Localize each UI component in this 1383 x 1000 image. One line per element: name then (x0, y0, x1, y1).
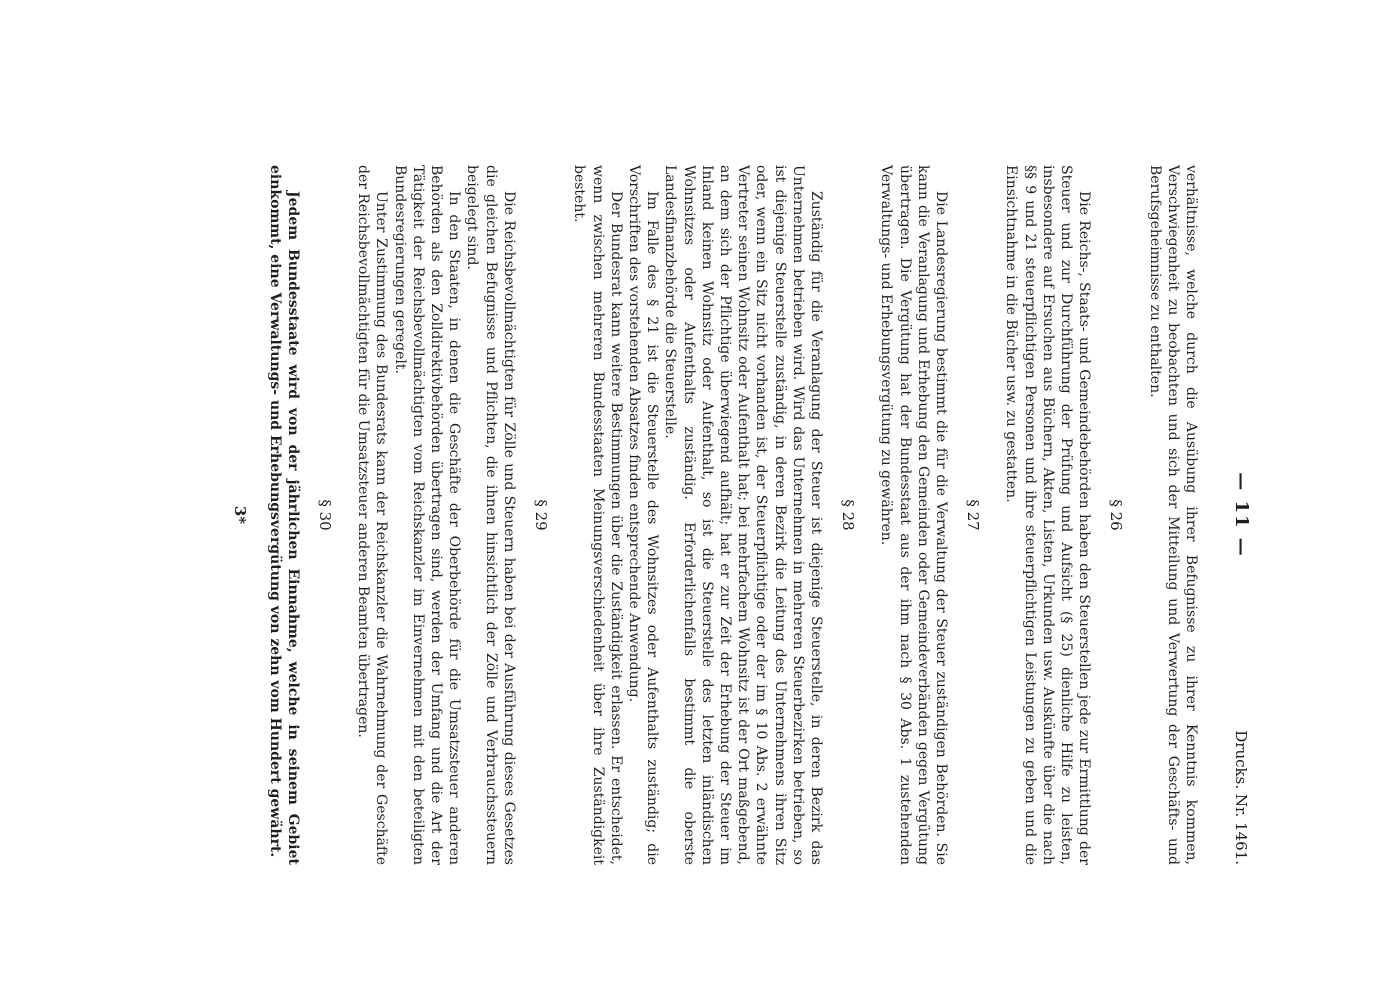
folio-mark: 3* (231, 505, 250, 525)
section-29-paragraph-3: Unter Zustimmung des Bundesrats kann der Reichskanzler die Wahrnehmung der Geschäfte der Reichsbevollmächtigten für die Umsatzsteuer anderen Beamten übertragen. (355, 165, 390, 865)
section-26-text: Die Reichs-, Staats- und Gemeindebehörden haben den Steuerstellen jede zur Ermittlung der Steuer und zur Durchführung der Prüfung und Aufsicht (§ 25) dienliche Hilfe zu leisten, insbesondere auf Ersuchen aus Büchern, Akten, Listen, Urkunden usw. Auskünfte über die nach §§ 9 und 21 steuerpflichtigen Personen und ihre steuerpflichtigen Leistungen zu geben und die Einsichtnahme in die Bücher usw. zu gestatten. (1003, 165, 1093, 865)
section-heading-28: § 28 (839, 499, 858, 531)
section-27-text: Die Landesregierung bestimmt die für die Verwaltung der Steuer zuständigen Behörden. Sie kann die Veranlagung und Erhebung den Gemeinden oder Gemeindeverbänden gegen Vergütung übertragen. Die Vergütung hat der Bundesstaat aus der ihm nach § 30 Abs. 1 zustehenden Verwaltungs- und Erhebungsvergütung zu gewähren. (878, 165, 949, 865)
section-28-paragraph-1: Zuständig für die Veranlagung der Steuer ist diejenige Steuerstelle, in deren Bezirk das Unternehmen betrieben wird. Wird das Unternehmen in mehreren Steuerbezirken betrieben, so ist diejenige Steuerstelle zuständig, in deren Bezirk die Leitung des Unternehmens ihren Sitz oder, wenn ein Sitz nicht vorhanden ist, der Steuerpflichtige oder der im § 10 Abs. 2 erwähnte Vertreter seinen Wohnsitz oder Aufenthalt hat; bei mehrfachem Wohnsitz ist der Ort maßgebend, an dem sich der Pflichtige überwiegend aufhält; hat er zur Zeit der Erhebung der Steuer im Inland keinen Wohnsitz oder Aufenthalt, so ist die Steuerstelle des letzten inländischen Wohnsitzes oder Aufenthalts zuständig. Erforderlichenfalls bestimmt die oberste Landesfinanzbehörde die Steuerstelle. (662, 165, 824, 865)
section-29-paragraph-2: In den Staaten, in denen die Geschäfte der Oberbehörde für die Umsatzsteuer anderen Behörden als den Zolldirektivbehörden übertragen sind, werden der Umfang und die Art der Tätigkeit der Reichsbevollmächtigten vom Reichskanzler im Einvernehmen mit den beteiligten Bundesregierungen geregelt. (391, 165, 463, 865)
section-28-paragraph-2: Im Falle des § 21 ist die Steuerstelle des Wohnsitzes oder Aufenthalts zuständig; die Vorschriften des vorstehenden Absatzes finden entsprechende Anwendung. (625, 165, 661, 865)
running-head (1200, 165, 1250, 865)
section-29-paragraph-1: Die Reichsbevollmächtigten für Zölle und Steuern haben bei der Ausführung dieses Gesetzes die gleichen Befugnisse und Pflichten, die ihnen hinsichtlich der Zölle und Verbrauchssteuern beigelegt sind. (464, 165, 517, 865)
section-30-text: Jedem Bundesstaate wird von der jährlichen Einnahme, welche in seinem Gebiet einkommt, eine Verwaltungs- und Erhebungsvergütung von zehn vom Hundert gewährt. (266, 165, 301, 865)
section-heading-29: § 29 (532, 499, 551, 531)
print-number: Drucks. Nr. 1461. (1232, 730, 1250, 865)
page-number: — 11 — (1231, 472, 1252, 558)
section-heading-26: § 26 (1107, 499, 1126, 531)
section-28-paragraph-3: Der Bundesrat kann weitere Bestimmungen über die Zuständigkeit erlassen. Er entscheidet, wenn zwischen mehreren Bundesstaaten Meinungsverschiedenheit über ihre Zuständigkeit besteht. (571, 165, 624, 865)
section-heading-27: § 27 (964, 499, 983, 531)
rotated-text-block (110, 165, 1250, 865)
intro-paragraph: verhältnisse, welche durch die Ausübung ihrer Befugnisse zu ihrer Kenntnis kommen, Verschwiegenheit zu beobachten und sich der Mitteilung und Verwertung der Geschäfts- und Berufsgeheimnisse zu enthalten. (1146, 165, 1199, 865)
section-heading-30: § 30 (316, 499, 335, 531)
